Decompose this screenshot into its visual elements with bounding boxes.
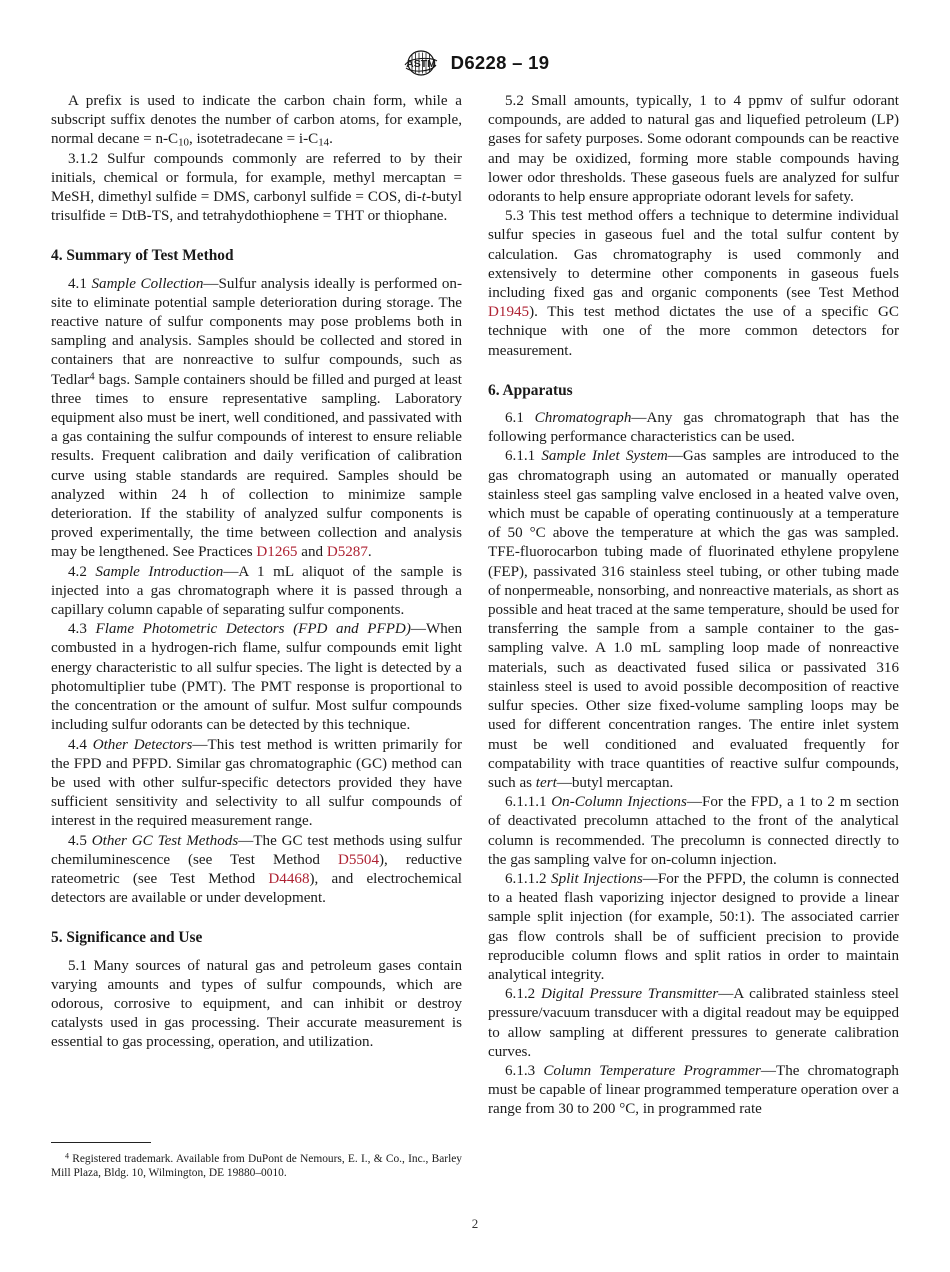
- paragraph-6-1-1-2: 6.1.1.2 Split Injections—For the PFPD, the column is connected to a heated flash vaporizing injector designed to provide a linear sample split injection (for example, 50:1). The associated carrier gas flow controls shall be of sufficient precision to provide reproducible column flows and split ratios in order to maintain analytical integrity.: [488, 870, 900, 983]
- standard-reference-link[interactable]: D4468: [268, 870, 310, 887]
- run-title-italic: Flame Photometric Detectors (FPD and PFPD): [95, 621, 411, 638]
- paragraph-5-2: 5.2 Small amounts, typically, 1 to 4 ppmv of sulfur odorant compounds, are added to natural gas and liquefied petroleum (LP) gases for safety purposes. Some odorant compounds can be reactive and may be oxidized, forming more stable compounds having lower odor thresholds. These gaseous fuels are analyzed for sulfur odorants to help ensure appropriate odorant levels for safety.: [488, 93, 899, 206]
- paragraph-4-5: 4.5 Other GC Test Methods—The GC test methods using sulfur chemiluminescence (see Test Method D5504), reductive rateometric (see Test Method D4468), and electrochemical detectors are available or under development.: [51, 832, 463, 907]
- run-title-italic: Column Temperature Programmer: [543, 1062, 761, 1079]
- paragraph-6-1-3: 6.1.3 Column Temperature Programmer—The chromatograph must be capable of linear programmed temperature operation over a range from 30 to 200 °C, in programmed rate: [488, 1062, 899, 1118]
- run-subscript: 14: [318, 137, 330, 150]
- paragraph-4-3: 4.3 Flame Photometric Detectors (FPD and PFPD)—When combusted in a hydrogen-rich flame, sulfur compounds emit light energy characteristic to all sulfur species. The light is detected by a photomultiplier tube (PMT). The PMT response is proportional to the concentration or the amount of sulfur. Most sulfur compounds including sulfur odorants can be detected by this technique.: [51, 621, 462, 734]
- footnote-text: Registered trademark. Available from DuPont de Nemours, E. I., & Co., Inc., Barley Mill Plaza, Bldg. 10, Wilmington, DE 19880–0010.: [51, 1153, 462, 1180]
- standard-reference-link[interactable]: D1265: [256, 544, 298, 561]
- run-title-italic: Digital Pressure Transmitter: [540, 986, 719, 1003]
- paragraph-4-4: 4.4 Other Detectors—This test method is written primarily for the FPD and PFPD. Similar gas chromatographic (GC) method can be used with other sulfur-specific detectors provided they have sufficient sensitivity and selectivity to all sulfur compounds of interest in the required measurement range.: [51, 736, 463, 830]
- run-title-italic: Sample Collection: [91, 275, 204, 292]
- paragraph-3-1-2: 3.1.2 Sulfur compounds commonly are referred to by their initials, chemical or formula, for example, methyl mercaptan = MeSH, dimethyl sulfide = DMS, carbonyl sulfide = COS, di-t-butyl trisulfide = DtB-TS, and tetrahydothiophene = THT or thiophane.: [51, 150, 462, 225]
- footnote-block: [51, 1142, 462, 1181]
- run-title-italic: Sample Introduction: [95, 563, 224, 580]
- paragraph-6-1-1: 6.1.1 Sample Inlet System—Gas samples are introduced to the gas chromatograph using an automated or manually operated stainless steel gas sampling valve enclosed in a heated valve oven, which must be capable of operating continuously at a temperature of 50 °C above the temperature at which the gas was sampled. TFE-fluorocarbon tubing made of fluorinated ethylene propylene (FEP), passivated 316 stainless steel tubing, or other tubing made of nonpermeable, nonsorbing, and nonreactive materials, as short as possible and heat traced at the same temperature, should be used for transferring the sample from a sample container to the gas-sampling valve. A 1.0 mL sampling loop made of nonreactive materials, such as deactivated fused silica or passivated 316 stainless steel is used to avoid possible decomposition of reactive sulfur species. Other size fixed-volume sampling loops may be used for different concentration ranges. The entire inlet system must be well conditioned and evaluated frequently for compatability with trace quantities of reactive sulfur compounds, such as tert—butyl mercaptan.: [488, 448, 899, 791]
- paragraph-5-1: 5.1 Many sources of natural gas and petroleum gases contain varying amounts and types of sulfur compounds, which are odorous, corrosive to equipment, and can inhibit or destroy catalysts used in gas processing. Their accurate measurement is essential to gas processing, operation, and utilization.: [51, 957, 462, 1051]
- paragraph-5-3: 5.3 This test method offers a technique to determine individual sulfur species in gaseous fuel and the total sulfur content by calculation. Gas chromatography is used commonly and extensively to determine other components in gaseous fuels including fixed gas and organic components (see Test Method D1945). This test method dictates the use of a specific GC technique with one of the more common detectors for measurement.: [488, 208, 899, 359]
- two-column-layout: [51, 92, 899, 1120]
- paragraph-6-1-1-1: 6.1.1.1 On-Column Injections—For the FPD, a 1 to 2 m section of deactivated precolumn attached to the front of the analytical column is recommended. The precolumn is connected directly to the gas sampling valve for on-column injection.: [488, 794, 900, 868]
- heading-section-4: 4. Summary of Test Method: [51, 247, 234, 265]
- heading-section-5: 5. Significance and Use: [51, 929, 203, 947]
- paragraph-4-1: 4.1 Sample Collection—Sulfur analysis ideally is performed on-site to eliminate potential sample deterioration during storage. The reactive nature of sulfur components may pose problems both in sampling and analysis. Samples should be collected and stored in containers that are nonreactive to sulfur compounds, such as Tedlar$^4$ bags. Sample containers should be filled and purged at least three times to ensure representative sampling. Laboratory equipment also must be inert, well conditioned, and passivated with a gas containing the sulfur compounds of interest to ensure reliable results. Frequent calibration and daily verification of calibration curve using stable standards are required. Samples should be analyzed within 24 h of collection to minimize sample deterioration. If the stability of analyzed sulfur components is proved experimentally, the time between collection and analysis may be lengthened. See Practices D1265 and D5287.: [51, 275, 462, 561]
- left-column: [51, 92, 462, 1120]
- run-title-italic: tert: [535, 774, 557, 791]
- run-footnote-marker: 4: [89, 370, 95, 382]
- svg-text:ASTM: ASTM: [405, 58, 436, 70]
- run-title-italic: On-Column Injections: [551, 794, 687, 811]
- run-title-italic: Other Detectors: [92, 736, 193, 753]
- paragraph-4-2: 4.2 Sample Introduction—A 1 mL aliquot of the sample is injected into a gas chromatograph where it is passed through a capillary column capable of separating sulfur components.: [51, 563, 463, 619]
- page-header: [0, 48, 950, 78]
- standard-reference-link[interactable]: D5504: [337, 851, 380, 868]
- page-number: 2: [471, 1216, 479, 1231]
- standard-designation: D6228 – 19: [450, 52, 550, 73]
- run-title-italic: Sample Inlet System: [541, 448, 668, 465]
- standard-reference-link[interactable]: D5287: [326, 544, 368, 561]
- paragraph-6-1-2: 6.1.2 Digital Pressure Transmitter—A calibrated stainless steel pressure/vacuum transducer with a digital readout may be equipped to allow sampling at different pressures to generate calibration curves.: [488, 986, 899, 1060]
- right-column: [488, 92, 899, 1120]
- footnote-4: [51, 1152, 462, 1181]
- run-title-italic: Split Injections: [551, 870, 643, 887]
- footnote-divider: [51, 1142, 151, 1143]
- run-title-italic: Chromatograph: [534, 410, 632, 427]
- run-subscript: 10: [178, 137, 189, 150]
- standard-reference-link[interactable]: D1945: [488, 304, 530, 321]
- astm-logo-icon: [401, 48, 441, 78]
- run-title-italic: Other GC Test Methods: [91, 832, 239, 849]
- footnote-marker: 4: [65, 1151, 69, 1161]
- paragraph-6-1: 6.1 Chromatograph—Any gas chromatograph that has the following performance characteristics can be used.: [488, 410, 899, 446]
- run-title-italic: t: [421, 189, 426, 206]
- heading-section-6: 6. Apparatus: [488, 381, 573, 399]
- paragraph-prefix: A prefix is used to indicate the carbon chain form, while a subscript suffix denotes the number of carbon atoms, for example, normal decane = $n-C_{10}$, isotetradecane = $i-C_{14}$.: [51, 93, 462, 150]
